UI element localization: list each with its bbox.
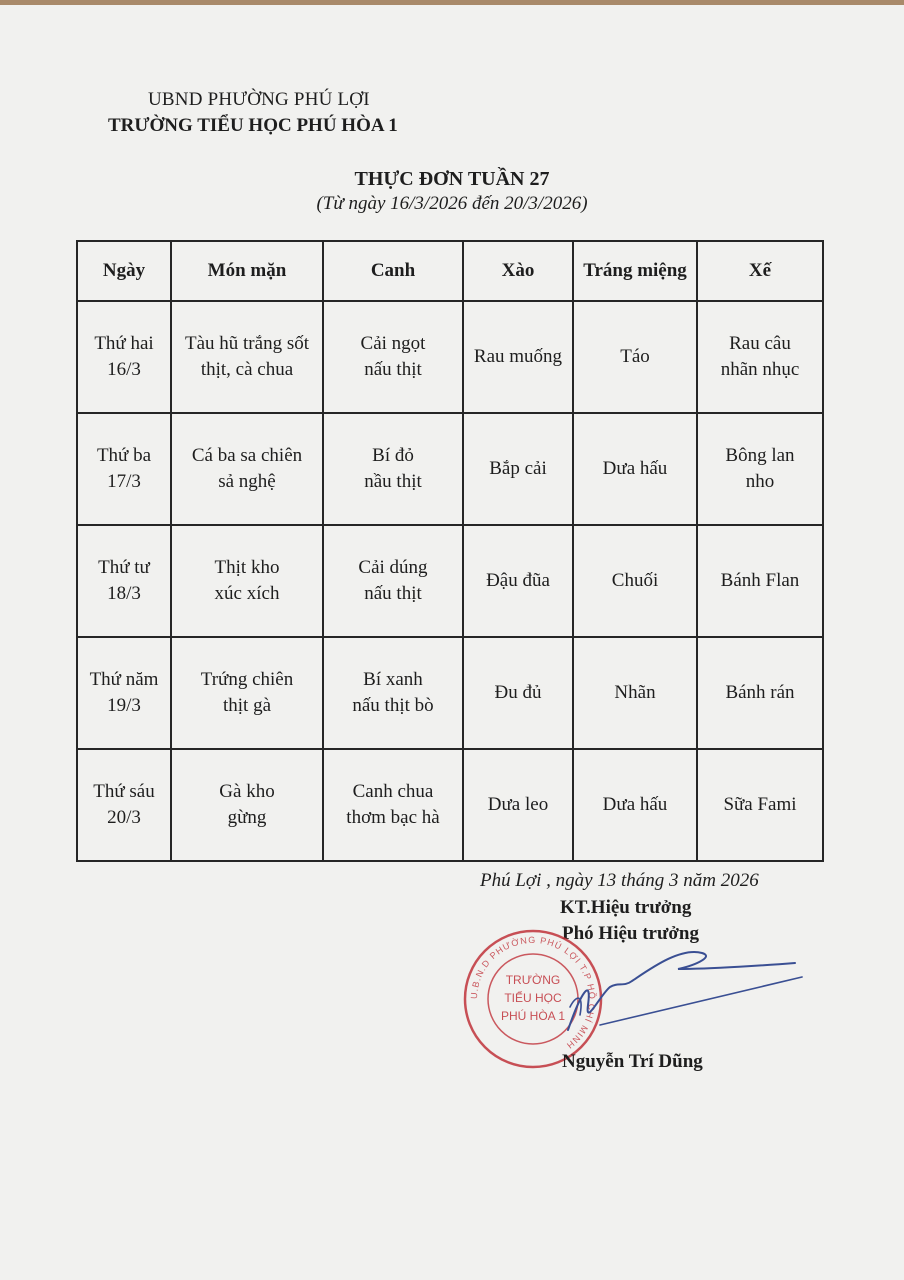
header-day: Ngày [77,241,171,301]
cell-line: Tàu hũ trắng sốt [184,333,309,354]
cell-line: xúc xích [214,583,280,604]
cell-line: gừng [227,807,267,828]
table-cell [463,749,573,861]
cell-line: Dưa hấu [602,794,668,815]
cell-line: Đu đủ [494,682,542,703]
cell-line: 18/3 [107,583,141,604]
cell-line: Canh chua [352,781,434,802]
table-cell [323,413,463,525]
cell-line: 17/3 [107,471,141,492]
table-cell [171,749,323,861]
cell-line: thịt, cà chua [200,359,294,380]
cell-line: nầu thịt [364,471,422,492]
cell-line: Bí xanh [363,669,423,690]
table-cell [697,525,823,637]
cell-line: nho [745,471,775,492]
cell-line: Bông lan [725,445,795,466]
table-cell [77,525,171,637]
org-name: UBND PHƯỜNG PHÚ LỢI [148,89,370,110]
cell-line: Đậu đũa [486,570,550,591]
table-cell [697,413,823,525]
cell-line: 20/3 [107,807,141,828]
menu-table [76,240,824,862]
cell-line: Rau muống [473,346,563,367]
stamp-line: TRƯỜNG [505,973,561,987]
school-name: TRƯỜNG TIỂU HỌC PHÚ HÒA 1 [108,115,398,136]
table-cell [697,749,823,861]
cell-line: Dưa leo [487,794,549,815]
table-row [77,637,823,749]
signer-role-vice-principal: Phó Hiệu trưởng [562,923,699,944]
cell-line: nấu thịt [364,583,422,604]
table-cell [323,525,463,637]
menu-title: THỰC ĐƠN TUẦN 27 [354,168,550,190]
header-main-dish: Món mặn [171,241,323,301]
table-header-row [77,241,823,301]
table-cell [77,301,171,413]
cell-line: 16/3 [107,359,141,380]
stamp-ring-text: U.B.N.D PHƯỜNG PHÚ LỢI T.P HỒ CHÍ MINH [468,934,598,1052]
cell-line: Thứ năm [89,669,159,690]
cell-line: Cải ngọt [360,333,426,354]
stamp-line: TIỂU HỌC [504,991,562,1005]
table-cell [573,413,697,525]
cell-line: thịt gà [222,695,272,716]
date-range: (Từ ngày 16/3/2026 đến 20/3/2026) [316,193,588,214]
table-cell [171,637,323,749]
table-cell [573,637,697,749]
table-cell [171,413,323,525]
cell-line: Thứ ba [96,445,152,466]
cell-line: Bánh rán [725,682,795,703]
table-cell [323,749,463,861]
header-dessert: Tráng miệng [573,241,697,301]
header-stir-fry: Xào [463,241,573,301]
table-row [77,301,823,413]
table-cell [171,301,323,413]
table-cell [697,637,823,749]
cell-line: Thứ tư [98,557,150,578]
cell-line: Thịt kho [214,557,280,578]
cell-line: Thứ sáu [93,781,155,802]
table-cell [463,637,573,749]
table-cell [77,413,171,525]
table-row [77,749,823,861]
place-and-date: Phú Lợi , ngày 13 tháng 3 năm 2026 [480,870,759,891]
table-cell [463,525,573,637]
table-cell [697,301,823,413]
paper-edge [0,0,904,5]
cell-line: Bắp cải [489,458,547,479]
table-row [77,413,823,525]
table-row [77,525,823,637]
cell-line: Gà kho [219,781,275,802]
table-cell [573,301,697,413]
cell-line: Nhãn [614,682,656,703]
table-cell [323,637,463,749]
cell-line: Trứng chiên [200,669,294,690]
cell-line: Táo [620,346,650,367]
cell-line: Cải dúng [358,557,428,578]
handwritten-signature [540,935,810,1065]
header-snack: Xế [697,241,823,301]
cell-line: nấu thịt [364,359,422,380]
cell-line: Dưa hấu [602,458,668,479]
table-cell [573,525,697,637]
cell-line: thơm bạc hà [346,807,440,828]
cell-line: Thứ hai [94,333,154,354]
signer-name: Nguyễn Trí Dũng [562,1051,703,1072]
header-soup: Canh [323,241,463,301]
table-cell [77,637,171,749]
table-cell [171,525,323,637]
cell-line: nấu thịt bò [352,695,434,716]
signer-role-principal: KT.Hiệu trưởng [560,897,692,918]
table-cell [77,749,171,861]
stamp-line: PHÚ HÒA 1 [500,1009,566,1023]
cell-line: Rau câu [729,333,791,354]
table-cell [463,301,573,413]
cell-line: nhãn nhục [720,359,800,380]
table-cell [323,301,463,413]
table-cell [463,413,573,525]
cell-line: Chuối [611,570,659,591]
cell-line: 19/3 [107,695,141,716]
cell-line: Sữa Fami [723,794,797,815]
cell-line: Bánh Flan [720,570,800,591]
table-cell [573,749,697,861]
cell-line: Cá ba sa chiên [191,445,303,466]
cell-line: sả nghệ [218,471,276,492]
cell-line: Bí đỏ [372,445,414,466]
